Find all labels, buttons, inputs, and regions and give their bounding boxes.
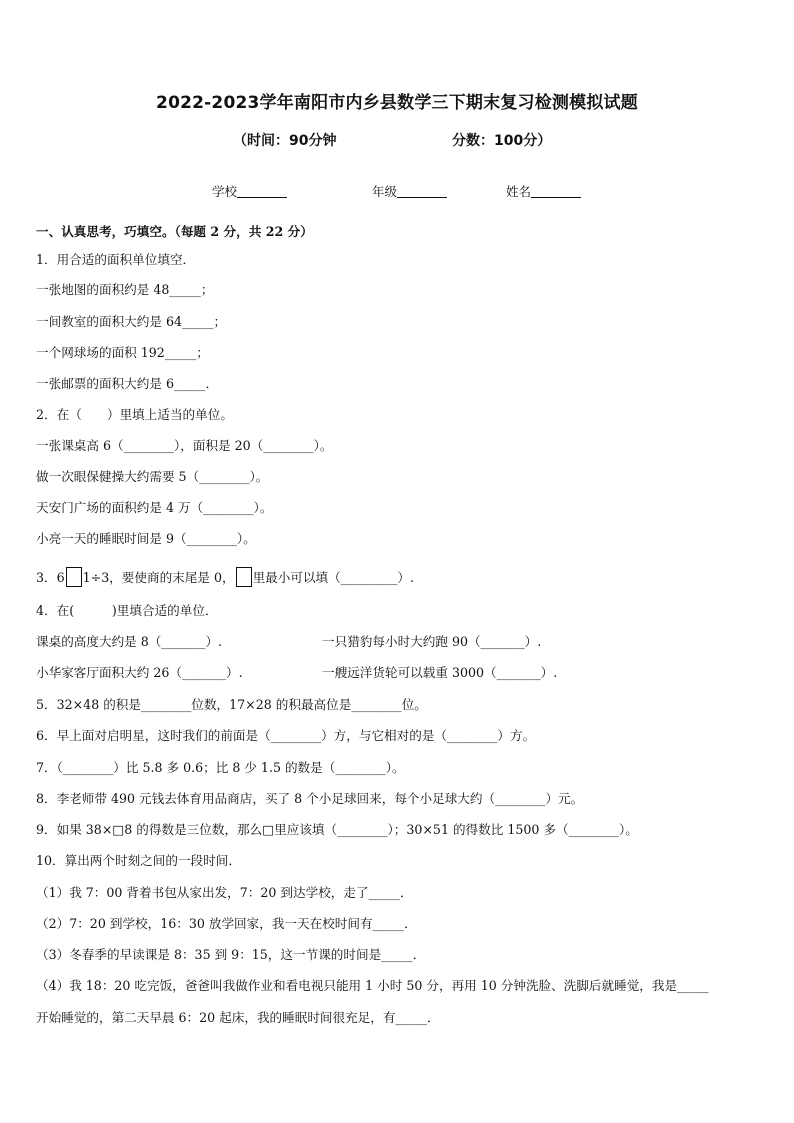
q3-part1: 3．6 — [36, 570, 65, 585]
grade-field[interactable] — [372, 182, 447, 200]
grade-label: 年级 — [372, 184, 398, 199]
school-blank[interactable] — [237, 185, 287, 198]
q8: 8．李老师带 490 元钱去体育用品商店，买了 8 个小足球回来，每个小足球大约（________）元。 — [36, 791, 584, 806]
name-blank[interactable] — [531, 185, 581, 198]
q2-item-d: 小亮一天的睡眠时间是 9（________）。 — [36, 531, 256, 546]
name-field[interactable] — [506, 182, 581, 200]
q4-row-2 — [36, 665, 758, 681]
q3 — [36, 567, 414, 587]
q2-item-b: 做一次眼保健操大约需要 5（________）。 — [36, 469, 269, 484]
q5: 5．32×48 的积是________位数，17×28 的积最高位是________位。 — [36, 697, 427, 712]
grade-blank[interactable] — [397, 185, 447, 198]
q10-stem: 10．算出两个时刻之间的一段时间． — [36, 853, 241, 868]
school-label: 学校 — [212, 184, 238, 199]
q10-item-2: （2）7：20 到学校，16：30 放学回家，我一天在校时间有_____． — [36, 916, 417, 931]
q6: 6．早上面对启明星，这时我们的前面是（________）方，与它相对的是（________）方。 — [36, 728, 536, 743]
q9: 9．如果 38×□8 的得数是三位数，那么□里应该填（________）；30×51 的得数比 1500 多（________）。 — [36, 822, 638, 837]
q3-part2: 1÷3，要使商的末尾是 0， — [82, 570, 235, 585]
school-field[interactable] — [212, 182, 287, 200]
page-title: 2022-2023学年南阳市内乡县数学三下期末复习检测模拟试题 — [156, 93, 638, 113]
q4-stem: 4．在( )里填合适的单位． — [36, 603, 218, 618]
q2-item-a: 一张课桌高 6（________），面积是 20（________）。 — [36, 438, 333, 453]
q10-item-3: （3）冬春季的早读课是 8：35 到 9：15，这一节课的时间是_____． — [36, 947, 426, 962]
q10-item-4-line2: 开始睡觉的，第二天早晨 6：20 起床，我的睡眠时间很充足，有_____． — [36, 1010, 440, 1025]
q4-item-a2: 一只猎豹每小时大约跑 90（_______）. — [322, 634, 542, 649]
q3-answer-box-2[interactable] — [236, 567, 252, 587]
section1-heading: 一、认真思考，巧填空。（每题 2 分，共 22 分） — [36, 224, 313, 239]
exam-time: （时间：90分钟 — [233, 133, 337, 149]
q7: 7．（________）比 5.8 多 0.6；比 8 少 1.5 的数是（________）。 — [36, 760, 405, 775]
q4-item-b2: 一艘远洋货轮可以载重 3000（_______）. — [322, 665, 558, 680]
q1-stem: 1．用合适的面积单位填空． — [36, 252, 196, 267]
q2-stem: 2．在（ ）里填上适当的单位。 — [36, 407, 233, 422]
q4-item-b1: 小华家客厅面积大约 26（_______）. — [36, 665, 243, 680]
q3-part3: 里最小可以填（_________）. — [252, 570, 414, 585]
q2-item-c: 天安门广场的面积约是 4 万（________）。 — [36, 500, 273, 515]
q1-item-a: 一张地图的面积约是 48_____； — [36, 282, 214, 297]
q4-item-a1: 课桌的高度大约是 8（_______）. — [36, 634, 223, 649]
q1-item-d: 一张邮票的面积大约是 6_____． — [36, 376, 219, 391]
exam-score: 分数：100分） — [452, 133, 552, 149]
q3-answer-box-1[interactable] — [66, 567, 82, 587]
q1-item-b: 一间教室的面积大约是 64_____； — [36, 314, 227, 329]
q10-item-4-line1: （4）我 18：20 吃完饭，爸爸叫我做作业和看电视只能用 1 小时 50 分，再用 10 分钟洗脸、洗脚后就睡觉，我是_____ — [36, 978, 709, 993]
name-label: 姓名 — [506, 184, 532, 199]
q4-row-1 — [36, 634, 758, 650]
q1-item-c: 一个网球场的面积 192_____； — [36, 345, 209, 360]
q10-item-1: （1）我 7：00 背着书包从家出发，7：20 到达学校，走了_____． — [36, 885, 413, 900]
